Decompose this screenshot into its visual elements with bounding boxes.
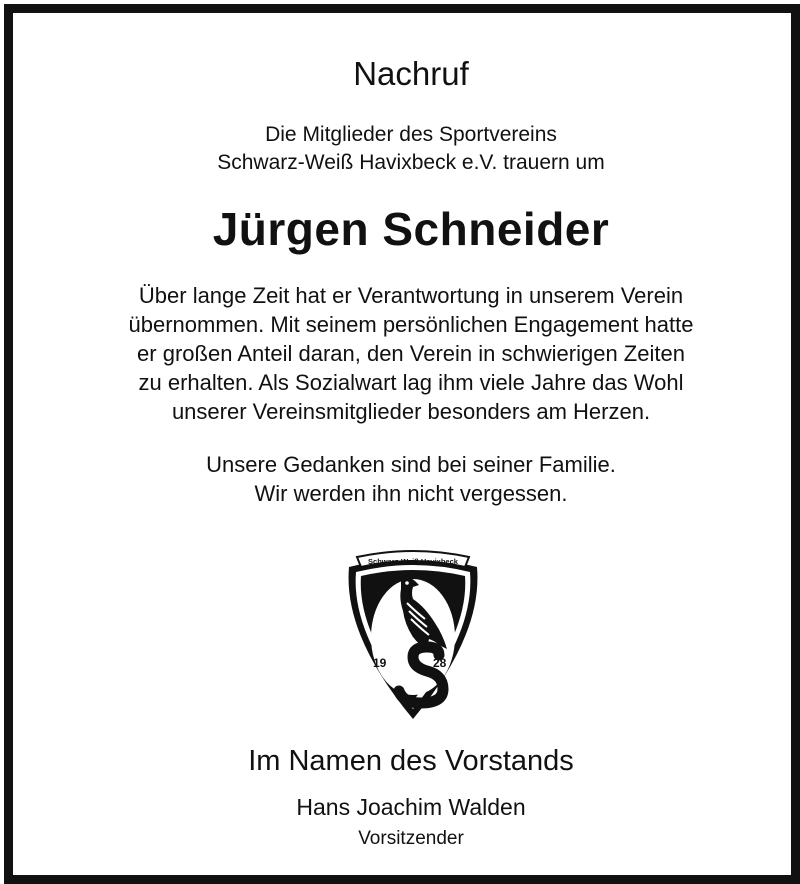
closing-text: [13, 450, 800, 508]
tribute-text: [13, 281, 800, 426]
signer-role: Vorsitzender: [358, 828, 464, 849]
deceased-name: Jürgen Schneider: [212, 203, 610, 255]
club-crest-falcon-icon: [343, 545, 483, 723]
tribute-line: übernommen. Mit seinem persönlichen Engagement hatte: [128, 312, 694, 337]
closing-line: Unsere Gedanken sind bei seiner Familie.: [206, 452, 616, 477]
intro-line: Die Mitglieder des Sportvereins: [265, 123, 557, 146]
notice-title: Nachruf: [353, 55, 469, 92]
tribute-line: er großen Anteil daran, den Verein in schwierigen Zeiten: [137, 341, 685, 366]
tribute-line: zu erhalten. Als Sozialwart lag ihm viele Jahre das Wohl: [138, 370, 684, 395]
signer-name: Hans Joachim Walden: [296, 794, 526, 820]
intro-line: Schwarz-Weiß Havixbeck e.V. trauern um: [217, 151, 605, 174]
tribute-line: Über lange Zeit hat er Verantwortung in unserem Verein: [138, 283, 684, 308]
crest-year-left: 19: [373, 656, 387, 670]
obituary-notice: [4, 4, 800, 884]
crest-banner-text: Schwarz-Weiß Havixbeck: [368, 557, 458, 566]
crest-year-right: 28: [433, 656, 447, 670]
closing-line: Wir werden ihn nicht vergessen.: [254, 481, 568, 506]
on-behalf-line: Im Namen des Vorstands: [248, 745, 574, 777]
intro-text: [13, 121, 800, 177]
tribute-line: unserer Vereinsmitglieder besonders am Herzen.: [171, 399, 651, 424]
